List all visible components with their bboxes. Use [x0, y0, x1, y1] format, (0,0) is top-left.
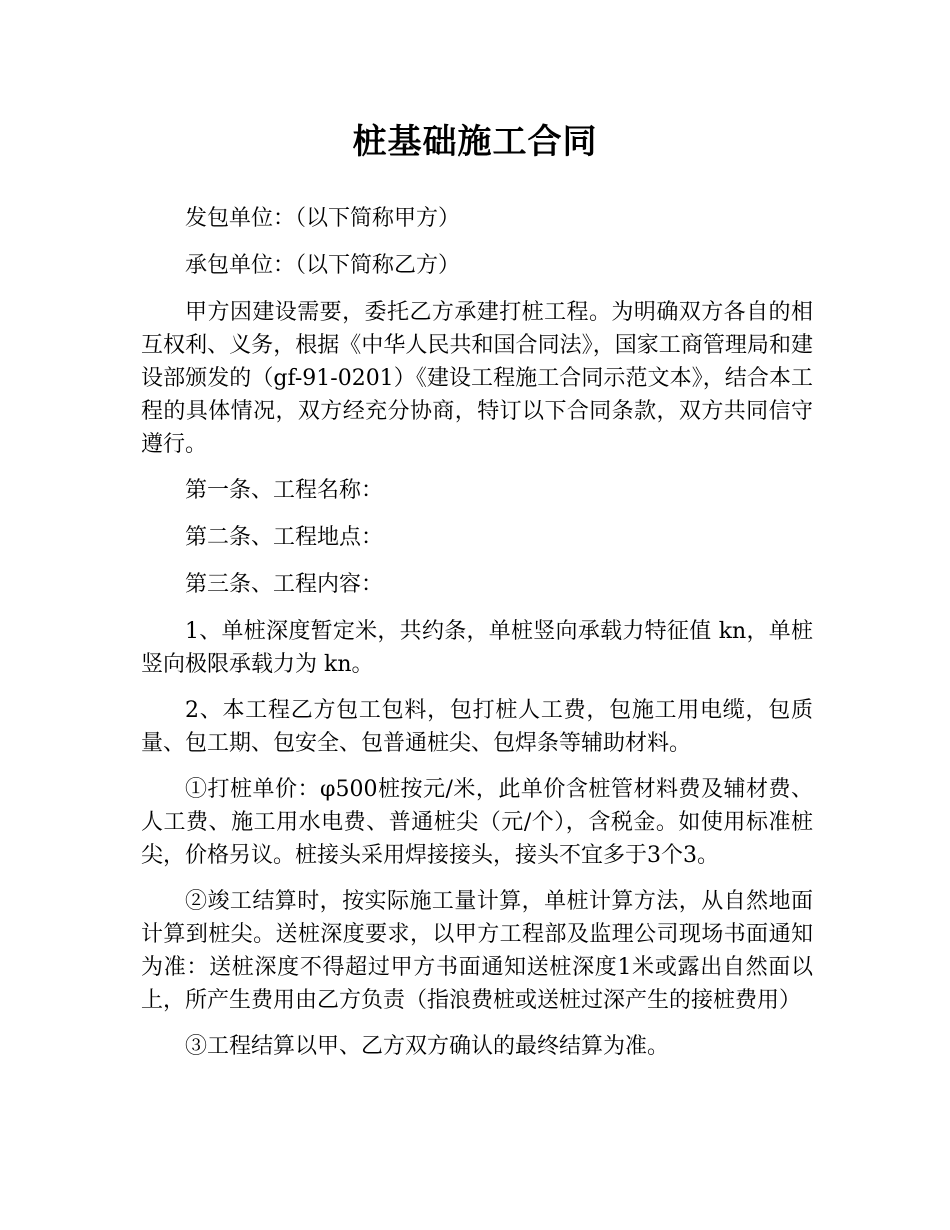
- document-title: 桩基础施工合同: [352, 122, 598, 162]
- document-body: [141, 202, 813, 1076]
- paragraph-employer: 发包单位：（以下简称甲方）: [185, 206, 461, 231]
- paragraph-settlement: ②竣工结算时，按实际施工量计算，单桩计算方法，从自然地面计算到桩尖。送桩深度要求，以甲方工程部及监理公司现场书面通知为准：送桩深度不得超过甲方书面通知送桩深度1米或露出自然面以上，所产生费用由乙方负责（指浪费桩或送桩过深产生的接桩费用）: [141, 889, 813, 1013]
- paragraph-article-1: 第一条、工程名称：: [185, 478, 384, 503]
- paragraph-article-2: 第二条、工程地点：: [185, 525, 384, 550]
- paragraph-article-3: 第三条、工程内容：: [185, 572, 384, 597]
- paragraph-preamble: 甲方因建设需要，委托乙方承建打桩工程。为明确双方各自的相互权利、义务，根据《中华人民共和国合同法》，国家工商管理局和建设部颁发的（gf-91-0201）《建设工程施工合同示范文本》，结合本工程的具体情况，双方经充分协商，特订以下合同条款，双方共同信守遵行。: [141, 300, 813, 457]
- paragraph-final-settlement: ③工程结算以甲、乙方双方确认的最终结算为准。: [185, 1034, 670, 1059]
- paragraph-item-2: 2、本工程乙方包工包料，包打桩人工费，包施工用电缆，包质量、包工期、包安全、包普通桩尖、包焊条等辅助材料。: [141, 698, 813, 756]
- paragraph-contractor: 承包单位：（以下简称乙方）: [185, 253, 461, 278]
- paragraph-item-1: 1、单桩深度暂定米，共约条，单桩竖向承载力特征值 kn，单桩竖向极限承载力为 kn。: [141, 619, 813, 677]
- paragraph-pile-price: ①打桩单价：φ500桩按元/米，此单价含桩管材料费及辅材费、人工费、施工用水电费、普通桩尖（元/个），含税金。如使用标准桩尖，价格另议。桩接头采用焊接接头，接头不宜多于3个3。: [141, 777, 813, 868]
